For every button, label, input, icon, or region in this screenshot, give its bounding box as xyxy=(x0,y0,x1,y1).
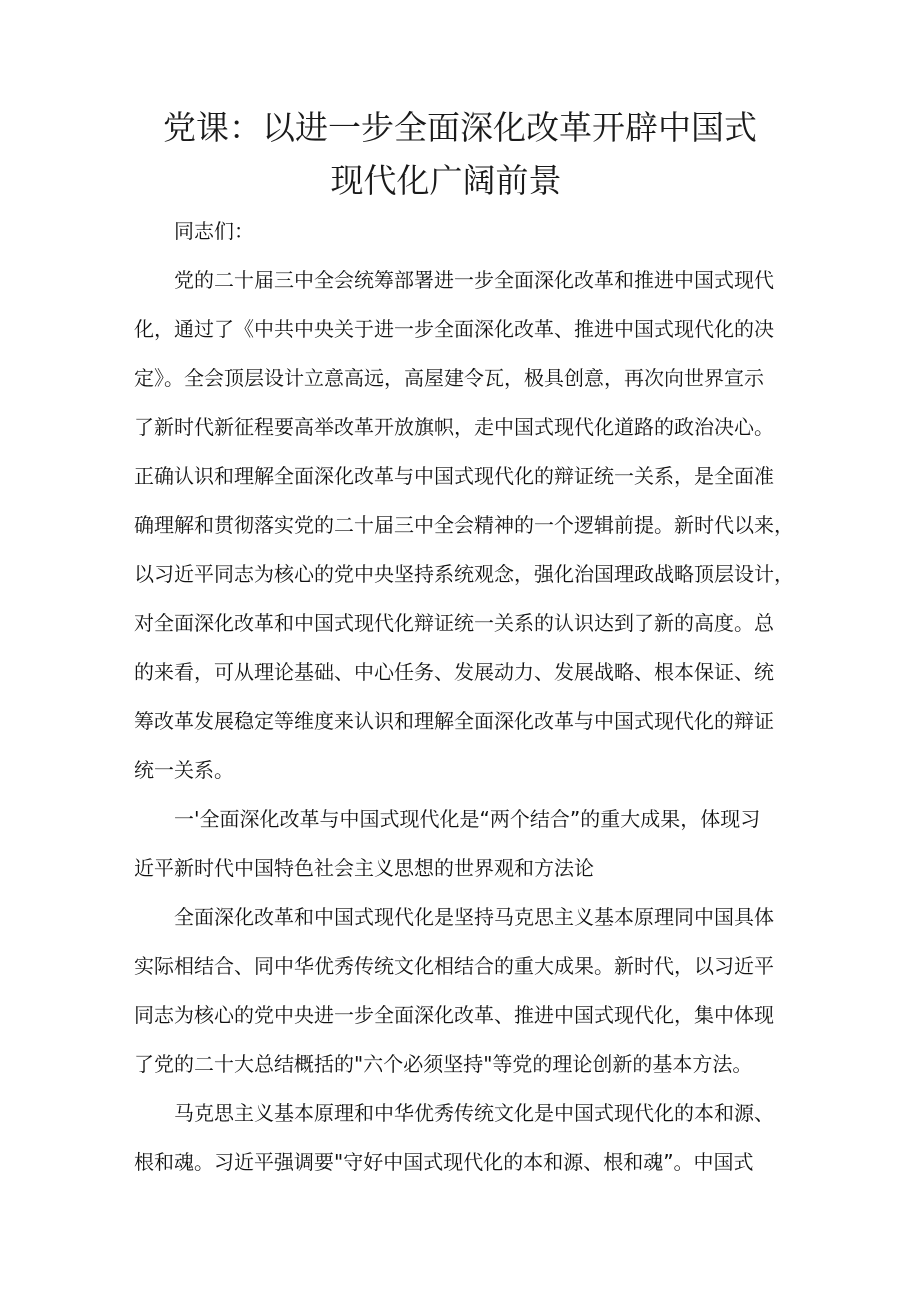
paragraph-line: 了新时代新征程要高举改革开放旗帜，走中国式现代化道路的政治决心。 xyxy=(134,415,774,439)
paragraph-line: 筹改革发展稳定等维度来认识和理解全面深化改革与中国式现代化的辩证 xyxy=(134,709,774,733)
paragraph-line: 正确认识和理解全面深化改革与中国式现代化的辩证统一关系，是全面准 xyxy=(134,464,774,488)
paragraph-line: 根和魂。习近平强调要"守好中国式现代化的本和源、根和魂”。中国式 xyxy=(134,1150,754,1174)
paragraph-line: 对全面深化改革和中国式现代化辩证统一关系的认识达到了新的高度。总 xyxy=(134,611,774,635)
paragraph-line: 实际相结合、同中华优秀传统文化相结合的重大成果。新时代，以习近平 xyxy=(134,954,774,978)
paragraph-line: 的来看，可从理论基础、中心任务、发展动力、发展战略、根本保证、统 xyxy=(134,660,774,684)
paragraph-line: 党的二十届三中全会统筹部署进一步全面深化改革和推进中国式现代 xyxy=(174,268,774,292)
paragraph-line: 了党的二十大总结概括的"六个必须坚持"等党的理论创新的基本方法。 xyxy=(134,1052,753,1076)
paragraph-line: 化，通过了《中共中央关于进一步全面深化改革、推进中国式现代化的决 xyxy=(134,317,774,341)
paragraph-line: 确理解和贯彻落实党的二十届三中全会精神的一个逻辑前提。新时代以来， xyxy=(134,513,794,537)
section-heading-line: 一'全面深化改革与中国式现代化是“两个结合”的重大成果，体现习 xyxy=(174,807,761,831)
paragraph-line: 定》。全会顶层设计立意高远，高屋建令瓦，极具创意，再次向世界宣示 xyxy=(134,366,764,390)
paragraph-line: 以习近平同志为核心的党中央坚持系统观念，强化治国理政战略顶层设计， xyxy=(134,562,794,586)
salutation: 同志们： xyxy=(174,219,254,243)
paragraph-line: 全面深化改革和中国式现代化是坚持马克思主义基本原理同中国具体 xyxy=(174,905,774,929)
section-heading-line: 近平新时代中国特色社会主义思想的世界观和方法论 xyxy=(134,856,594,880)
paragraph-line: 统一关系。 xyxy=(134,758,234,782)
paragraph-line: 马克思主义基本原理和中华优秀传统文化是中国式现代化的本和源、 xyxy=(174,1101,774,1125)
paragraph-line: 同志为核心的党中央进一步全面深化改革、推进中国式现代化，集中体现 xyxy=(134,1003,774,1027)
document-title-line-2: 现代化广阔前景 xyxy=(330,161,562,200)
document-title-line-1: 党课：以进一步全面深化改革开辟中国式 xyxy=(163,108,757,147)
